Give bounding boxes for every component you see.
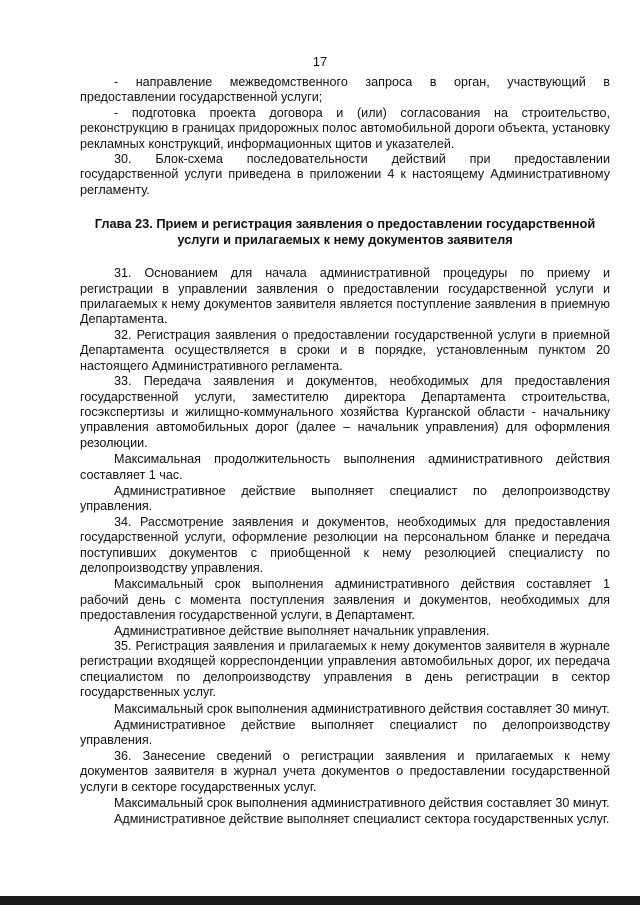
paragraph-interagency-request: - направление межведомственного запроса в орган, участвующий в предоставлении государственной услуги; bbox=[80, 75, 610, 105]
paragraph-35: 35. Регистрация заявления и прилагаемых к нему документов заявителя в журнале регистрации входящей корреспонденции управления автомобильных дорог, их передача специалистом по делопроизводству управления в день регистрации в сектор государственных услуг. bbox=[80, 639, 610, 700]
paragraph-33-executor: Административное действие выполняет специалист по делопроизводству управления. bbox=[80, 483, 610, 514]
chapter-heading: Глава 23. Прием и регистрация заявления о предоставлении государственной услуги и прилагаемых к нему документов заявителя bbox=[94, 216, 596, 248]
paragraph-31: 31. Основанием для начала административной процедуры по приему и регистрации в управлении заявления о предоставлении государственной услуги и прилагаемых к нему документов заявителя является поступление заявления в приемную Департамента. bbox=[80, 266, 610, 327]
page-number: 17 bbox=[312, 54, 328, 69]
document-body bbox=[80, 75, 610, 828]
paragraph-34: 34. Рассмотрение заявления и документов, необходимых для предоставления государственной услуги, оформление резолюции на персональном бланке и передача поступивших документов с приобщенной к нему резолюцией специалисту по делопроизводству управления. bbox=[80, 514, 610, 575]
paragraph-36-duration: Максимальный срок выполнения административного действия составляет 30 минут. bbox=[114, 796, 610, 811]
paragraph-36-executor: Административное действие выполняет специалист сектора государственных услуг. bbox=[114, 812, 610, 827]
paragraph-34-duration: Максимальный срок выполнения административного действия составляет 1 рабочий день с момента поступления заявления и документов, необходимых для предоставления государственной услуги, в Департамент. bbox=[80, 577, 610, 623]
paragraph-36: 36. Занесение сведений о регистрации заявления и прилагаемых к нему документов заявителя в журнал учета документов о предоставлении государственной услуги в секторе государственных услуг. bbox=[80, 748, 610, 794]
paragraph-35-executor: Административное действие выполняет специалист по делопроизводству управления. bbox=[80, 718, 610, 748]
scan-bottom-edge bbox=[0, 896, 640, 905]
paragraph-contract-preparation: - подготовка проекта договора и (или) согласования на строительство, реконструкцию в границах придорожных полос автомобильной дороги объекта, установку рекламных конструкций, информационных щитов и указателей. bbox=[80, 105, 610, 151]
paragraph-35-duration: Максимальный срок выполнения административного действия составляет 30 минут. bbox=[114, 701, 610, 716]
paragraph-30: 30. Блок-схема последовательности действий при предоставлении государственной услуги приведена в приложении 4 к настоящему Административному регламенту. bbox=[80, 152, 610, 197]
paragraph-32: 32. Регистрация заявления о предоставлении государственной услуги в приемной Департамента осуществляется в сроки и в порядке, установленным пунктом 20 настоящего Административного регламента. bbox=[80, 327, 610, 373]
paragraph-33: 33. Передача заявления и документов, необходимых для предоставления государственной услуги, заместителю директора Департамента строительства, госэкспертизы и жилищно-коммунального хозяйства Курганской области - начальнику управления автомобильных дорог (далее – начальник управления) для оформления резолюции. bbox=[80, 374, 610, 450]
paragraph-34-executor: Административное действие выполняет начальник управления. bbox=[114, 623, 490, 638]
paragraph-33-duration: Максимальная продолжительность выполнения административного действия составляет 1 час. bbox=[80, 452, 610, 482]
